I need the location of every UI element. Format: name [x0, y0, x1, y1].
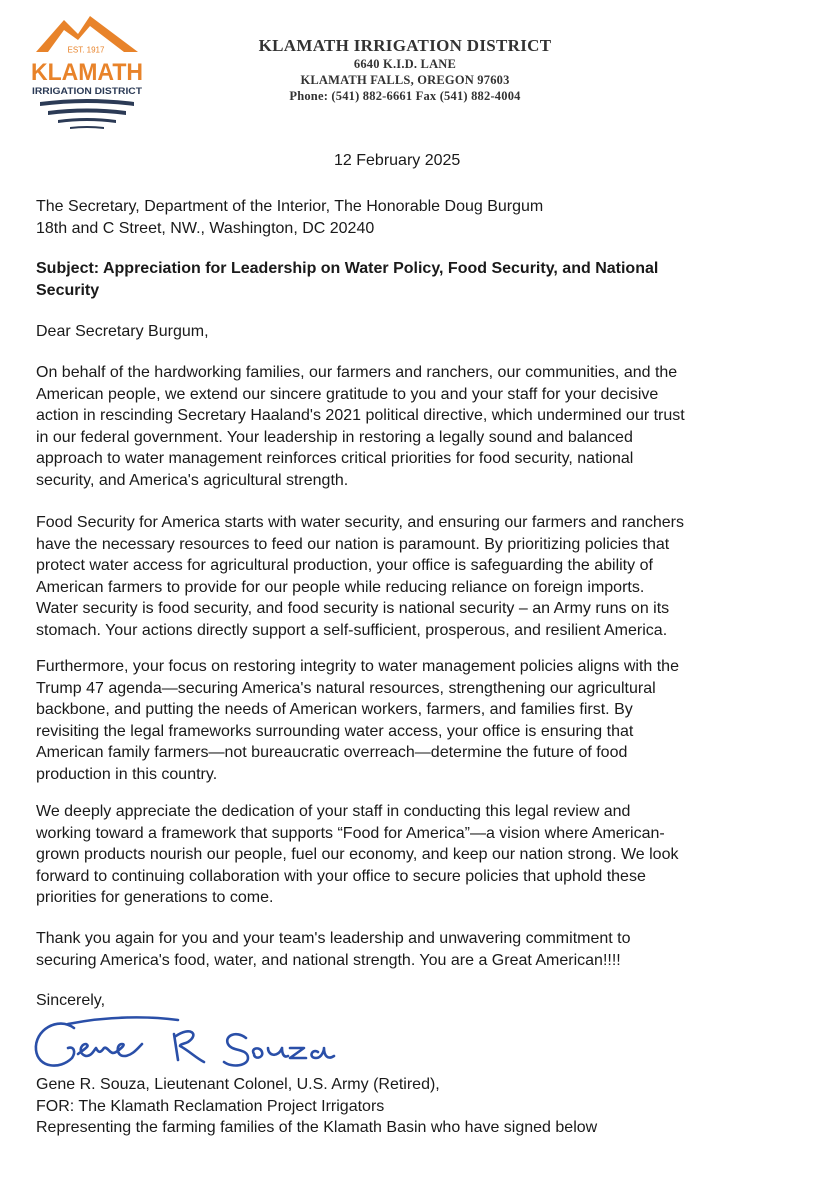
logo-est-text: EST. 1917: [67, 45, 105, 55]
letter-date: 12 February 2025: [334, 152, 461, 169]
paragraph-line: forward to continuing collaboration with your office to secure policies that uphold these: [36, 867, 646, 885]
paragraph-line: grown products nourish our people, fuel our economy, and keep our nation strong. We look: [36, 846, 679, 863]
paragraph-line: Furthermore, your focus on restoring integrity to water management policies aligns with the: [36, 658, 679, 675]
water-lines-icon: [40, 99, 134, 129]
paragraph-line: priorities for generations to come.: [36, 889, 274, 906]
letterhead-street: 6640 K.I.D. LANE: [353, 57, 457, 71]
signer-representing: FOR: The Klamath Reclamation Project Irrigators: [36, 1097, 385, 1115]
paragraph-line: approach to water management reinforces critical priorities for food security, national: [36, 450, 634, 467]
paragraph-line: We deeply appreciate the dedication of your staff in conducting this legal review and: [36, 803, 631, 820]
paragraph-line: Trump 47 agenda—securing America's natural resources, strengthening our agricultural: [36, 679, 656, 697]
paragraph-line: Food Security for America starts with water security, and ensuring our farmers and ranchers: [36, 514, 684, 531]
recipient-line: 18th and C Street, NW., Washington, DC 20240: [36, 219, 375, 237]
logo-subtitle-text: IRRIGATION DISTRICT: [32, 86, 143, 96]
paragraph-line: have the necessary resources to feed our nation is paramount. By prioritizing policies that: [36, 535, 670, 553]
letterhead: [200, 36, 610, 104]
signature-block: [36, 1074, 806, 1139]
paragraph-line: stomach. Your actions directly support a self-sufficient, prosperous, and resilient America.: [36, 621, 668, 639]
body-paragraph-5: [36, 928, 806, 971]
subject-text: Security: [36, 281, 100, 299]
letterhead-city: KLAMATH FALLS, OREGON 97603: [300, 73, 510, 87]
subject-text: Subject: Appreciation for Leadership on Water Policy, Food Security, and National: [36, 260, 659, 277]
paragraph-line: working toward a framework that supports “Food for America”—a vision where American-: [36, 824, 665, 842]
paragraph-line: Thank you again for you and your team's leadership and unwavering commitment to: [36, 930, 631, 947]
paragraph-line: action in rescinding Secretary Haaland's 2021 political directive, which undermined our trust: [36, 407, 685, 424]
paragraph-line: revisiting the legal frameworks surrounding water access, your office is ensuring that: [36, 722, 634, 740]
paragraph-line: American farmers to provide for our people while reducing reliance on foreign imports.: [36, 578, 645, 596]
paragraph-line: On behalf of the hardworking families, our farmers and ranchers, our communities, and the: [36, 364, 678, 381]
paragraph-line: production in this country.: [36, 765, 218, 783]
signer-representing-families: Representing the farming families of the Klamath Basin who have signed below: [36, 1119, 598, 1136]
letterhead-phone: Phone: (541) 882-6661 Fax (541) 882-4004: [289, 89, 521, 103]
paragraph-line: protect water access for agricultural production, your office is safeguarding the ability of: [36, 557, 653, 574]
recipient-line: The Secretary, Department of the Interior, The Honorable Doug Burgum: [36, 198, 544, 215]
body-paragraph-4: [36, 801, 806, 909]
subject-line: [36, 258, 806, 301]
paragraph-line: backbone, and putting the needs of American workers, farmers, and families first. By: [36, 701, 633, 718]
closing: Sincerely,: [36, 992, 106, 1009]
klamath-irrigation-district-logo: [28, 10, 146, 135]
paragraph-line: American people, we extend our sincere gratitude to you and your staff for your decisive: [36, 385, 659, 403]
paragraph-line: Water security is food security, and food security is national security – an Army runs on its: [36, 600, 670, 617]
handwritten-signature: [28, 1008, 348, 1078]
salutation: Dear Secretary Burgum,: [36, 323, 209, 340]
paragraph-line: securing America's food, water, and national strength. You are a Great American!!!!: [36, 951, 621, 969]
body-paragraph-3: [36, 656, 806, 785]
body-paragraph-2: [36, 512, 806, 641]
recipient-address: [36, 196, 806, 239]
paragraph-line: security, and America's agricultural strength.: [36, 471, 349, 489]
signer-name-title: Gene R. Souza, Lieutenant Colonel, U.S. Army (Retired),: [36, 1076, 440, 1093]
paragraph-line: in our federal government. Your leadership in restoring a legally sound and balanced: [36, 428, 633, 446]
letterhead-org-name: KLAMATH IRRIGATION DISTRICT: [258, 36, 552, 55]
logo-name-text: KLAMATH: [31, 59, 143, 86]
paragraph-line: American family farmers—not bureaucratic overreach—determine the future of food: [36, 744, 628, 761]
body-paragraph-1: [36, 362, 806, 491]
